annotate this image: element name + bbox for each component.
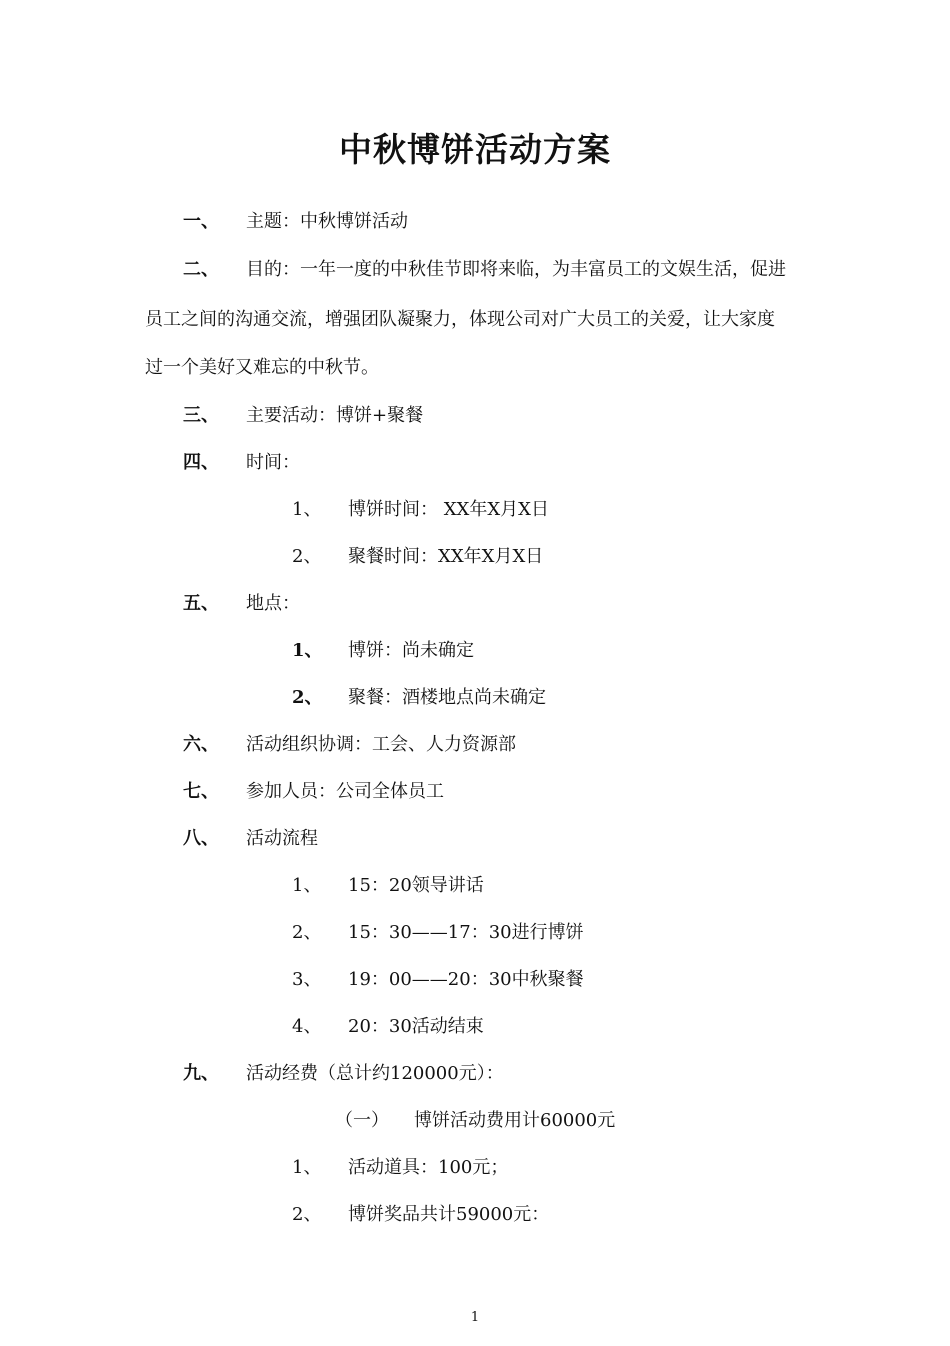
section-number: 七、: [183, 781, 219, 802]
section-text: 活动流程: [246, 828, 318, 849]
document-title: 中秋博饼活动方案: [339, 130, 611, 169]
item-number: 2、: [292, 1204, 322, 1225]
section-number: 五、: [183, 593, 219, 614]
section-text: 时间：: [246, 452, 300, 473]
item-text: 活动道具：100元；: [348, 1157, 509, 1178]
subsection-text: 博饼活动费用计60000元: [414, 1110, 616, 1131]
purpose-line-3: 过一个美好又难忘的中秋节。: [145, 357, 379, 378]
section-text: 活动经费（总计约120000元）：: [246, 1063, 504, 1084]
section-number: 八、: [183, 828, 219, 849]
item-text: 博饼奖品共计59000元：: [348, 1204, 550, 1225]
item-text: 博饼：尚未确定: [348, 640, 474, 661]
item-number: 1、: [292, 499, 322, 520]
item-number: 1、: [292, 1157, 322, 1178]
section-text: 目的：一年一度的中秋佳节即将来临，为丰富员工的文娱生活，促进: [246, 259, 786, 280]
subsection-number: （一）: [335, 1110, 389, 1131]
item-text: 聚餐时间：XX年X月X日: [348, 546, 544, 567]
section-number: 三、: [183, 405, 219, 426]
section-number: 二、: [183, 259, 219, 280]
section-text: 主题：中秋博饼活动: [246, 211, 408, 232]
item-text: 15：30——17：30进行博饼: [348, 922, 584, 943]
section-number: 一、: [183, 211, 219, 232]
item-number: 2、: [292, 922, 322, 943]
item-number: 3、: [292, 969, 322, 990]
item-number: 1、: [292, 640, 323, 661]
section-text: 活动组织协调：工会、人力资源部: [246, 734, 516, 755]
section-number: 六、: [183, 734, 219, 755]
item-number: 1、: [292, 875, 322, 896]
item-number: 2、: [292, 687, 323, 708]
page-number: 1: [470, 1310, 480, 1325]
item-number: 4、: [292, 1016, 322, 1037]
section-text: 参加人员：公司全体员工: [246, 781, 444, 802]
section-text: 地点：: [246, 593, 300, 614]
section-text: 主要活动：博饼+聚餐: [246, 405, 424, 426]
section-number: 四、: [183, 452, 219, 473]
item-text: 19：00——20：30中秋聚餐: [348, 969, 584, 990]
item-number: 2、: [292, 546, 322, 567]
item-text: 20：30活动结束: [348, 1016, 484, 1037]
section-number: 九、: [183, 1063, 219, 1084]
item-text: 博饼时间： XX年X月X日: [348, 499, 549, 520]
item-text: 15：20领导讲话: [348, 875, 484, 896]
purpose-line-2: 员工之间的沟通交流，增强团队凝聚力，体现公司对广大员工的关爱，让大家度: [145, 309, 775, 330]
item-text: 聚餐：酒楼地点尚未确定: [348, 687, 546, 708]
